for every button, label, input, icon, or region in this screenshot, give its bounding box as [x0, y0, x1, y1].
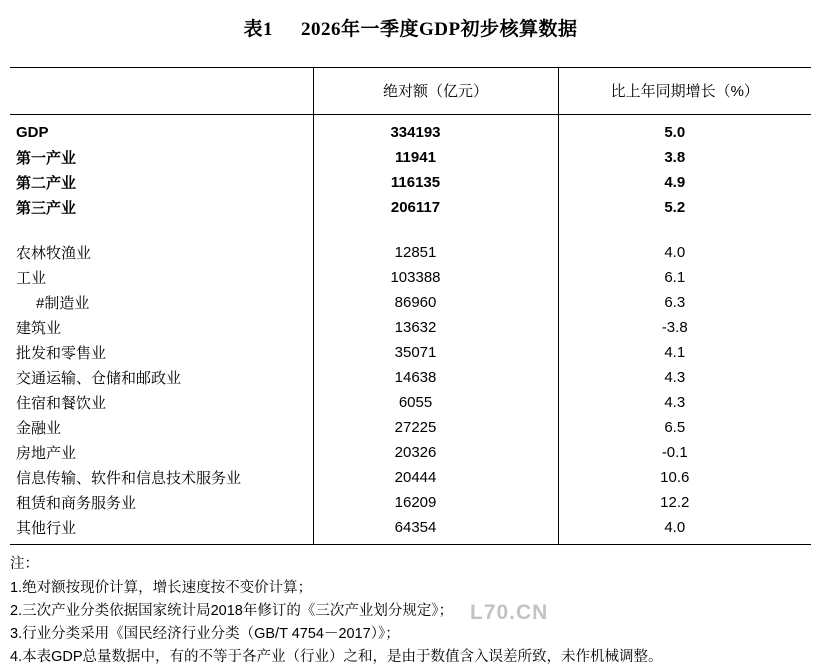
header-growth: 比上年同期增长（%） [558, 68, 811, 115]
row-growth-cell: 3.8 [664, 149, 686, 166]
row-growth-cell: 6.3 [664, 294, 686, 311]
table-bottom-rule [10, 544, 811, 545]
row-label: 信息传输、软件和信息技术服务业 [16, 470, 242, 487]
row-label-cell [10, 290, 313, 315]
note-item: 2.三次产业分类依据国家统计局2018年修订的《三次产业划分规定》； [10, 603, 454, 619]
row-label: 住宿和餐饮业 [16, 395, 107, 412]
notes-list [10, 577, 811, 669]
row-label-cell [10, 315, 313, 340]
page-title [0, 0, 821, 41]
table-row [10, 390, 811, 415]
table-row [10, 115, 811, 146]
spacer-cell [10, 220, 313, 240]
row-absolute-cell: 35071 [313, 340, 558, 365]
table-row [10, 490, 811, 515]
row-growth-cell: 4.0 [664, 519, 686, 536]
row-growth-cell: 4.9 [664, 174, 686, 191]
table-spacer-row [10, 220, 811, 240]
row-growth-cell: 10.6 [660, 469, 690, 486]
row-label-cell [10, 515, 313, 544]
row-absolute-cell: 103388 [313, 265, 558, 290]
gdp-table [10, 67, 811, 544]
row-label-cell [10, 490, 313, 515]
row-growth-cell: 5.0 [664, 124, 686, 141]
note-item: 3.行业分类采用《国民经济行业分类（GB/T 4754－2017）》； [10, 626, 400, 642]
table-row [10, 315, 811, 340]
row-growth-cell: 6.1 [664, 269, 686, 286]
row-label-cell [10, 390, 313, 415]
row-growth-cell: -3.8 [661, 319, 688, 336]
row-label-cell [10, 440, 313, 465]
row-label: 第三产业 [16, 200, 77, 217]
row-label-cell [10, 240, 313, 265]
header-row [10, 68, 811, 115]
row-label: 第二产业 [16, 175, 77, 192]
row-growth-cell: 4.0 [664, 244, 686, 261]
table-row [10, 340, 811, 365]
table-header [10, 68, 811, 115]
row-label: 工业 [16, 270, 47, 287]
table-row [10, 365, 811, 390]
table-row [10, 265, 811, 290]
table-row [10, 290, 811, 315]
row-growth-cell: 4.3 [664, 394, 686, 411]
row-label-cell [10, 195, 313, 220]
table-body [10, 115, 811, 545]
table-row [10, 170, 811, 195]
row-absolute-cell: 334193 [313, 115, 558, 146]
note-item: 1.绝对额按现价计算，增长速度按不变价计算； [10, 580, 313, 596]
title-text: 2026年一季度GDP初步核算数据 [300, 19, 578, 40]
spacer-cell [313, 220, 558, 240]
row-label-cell [10, 145, 313, 170]
table-row [10, 440, 811, 465]
row-label: 金融业 [16, 420, 62, 437]
row-label: 其他行业 [16, 520, 77, 537]
table-row [10, 195, 811, 220]
row-label: 建筑业 [16, 320, 62, 337]
row-label-cell [10, 365, 313, 390]
row-label: 交通运输、仓储和邮政业 [16, 370, 182, 387]
table-number: 表1 [243, 19, 273, 40]
row-absolute-cell: 27225 [313, 415, 558, 440]
row-absolute-cell: 64354 [313, 515, 558, 544]
notes-heading: 注： [10, 556, 39, 572]
row-label: 房地产业 [16, 445, 77, 462]
gdp-table-container [10, 67, 811, 545]
row-label: 第一产业 [16, 150, 77, 167]
row-label-cell [10, 265, 313, 290]
row-growth-cell: 6.5 [664, 419, 686, 436]
watermark: L70.CN [470, 601, 549, 624]
row-growth-cell: 4.3 [664, 369, 686, 386]
spacer-cell [558, 220, 811, 240]
row-absolute-cell: 13632 [313, 315, 558, 340]
row-absolute-cell: 20326 [313, 440, 558, 465]
row-growth-cell: 12.2 [660, 494, 690, 511]
row-label: 批发和零售业 [16, 345, 107, 362]
row-label: 农林牧渔业 [16, 245, 92, 262]
table-row [10, 465, 811, 490]
row-absolute-cell: 11941 [313, 145, 558, 170]
row-absolute-cell: 206117 [313, 195, 558, 220]
row-label-cell [10, 465, 313, 490]
table-row [10, 515, 811, 544]
table-row [10, 240, 811, 265]
row-growth-cell: 4.1 [664, 344, 686, 361]
row-absolute-cell: 6055 [313, 390, 558, 415]
row-absolute-cell: 16209 [313, 490, 558, 515]
note-item: 4.本表GDP总量数据中，有的不等于各产业（行业）之和，是由于数值含入误差所致，未作机械调整。 [10, 649, 663, 665]
row-label-cell [10, 115, 313, 146]
row-growth-cell: 5.2 [664, 199, 686, 216]
row-label-cell [10, 415, 313, 440]
row-absolute-cell: 86960 [313, 290, 558, 315]
row-growth-cell: -0.1 [661, 444, 688, 461]
row-absolute-cell: 12851 [313, 240, 558, 265]
header-absolute: 绝对额（亿元） [313, 68, 558, 115]
header-blank [10, 68, 313, 115]
row-absolute-cell: 116135 [313, 170, 558, 195]
row-label: GDP [16, 124, 49, 141]
row-label: 租赁和商务服务业 [16, 495, 137, 512]
row-label: #制造业 [36, 295, 90, 312]
row-absolute-cell: 20444 [313, 465, 558, 490]
row-label-cell [10, 170, 313, 195]
table-row [10, 415, 811, 440]
row-label-cell [10, 340, 313, 365]
notes-block [10, 553, 811, 669]
row-absolute-cell: 14638 [313, 365, 558, 390]
table-row [10, 145, 811, 170]
